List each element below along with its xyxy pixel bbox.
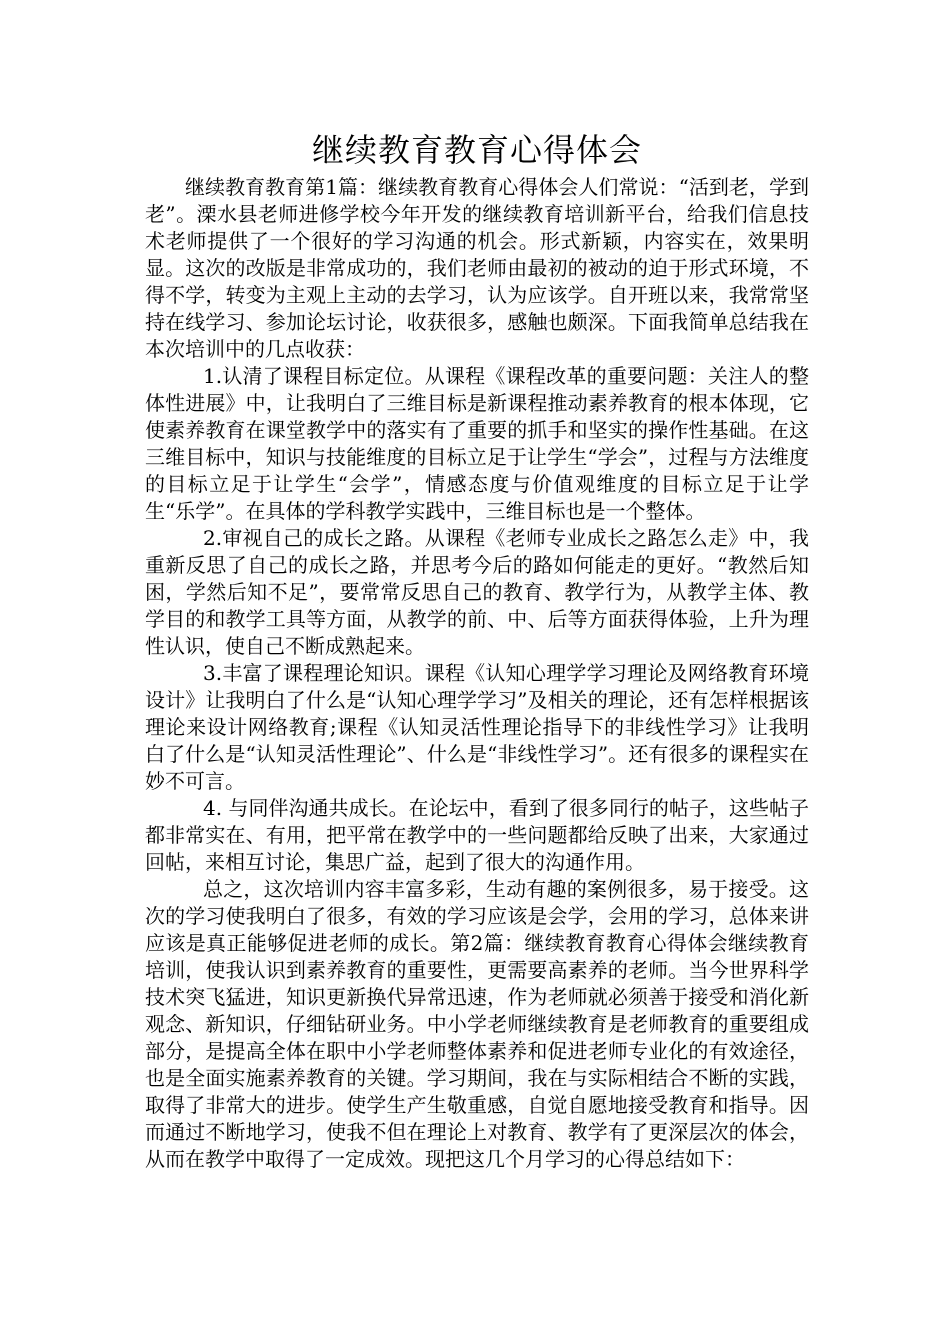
document-page bbox=[145, 128, 809, 1173]
paragraph-point-2: 2.审视自己的成长之路。从课程《老师专业成长之路怎么走》中，我重新反思了自己的成长之路，并思考今后的路如何能走的更好。“教然后知困，学然后知不足”，要常常反思自己的教育、教学行为，从教学主体、教学目的和教学工具等方面，从教学的前、中、后等方面获得体验，上升为理性认识，使自己不断成熟起来。 bbox=[145, 526, 809, 658]
paragraph-intro: 继续教育教育第1篇：继续教育教育心得体会人们常说：“活到老，学到老”。溧水县老师进修学校今年开发的继续教育培训新平台，给我们信息技术老师提供了一个很好的学习沟通的机会。形式新颖，内容实在，效果明显。这次的改版是非常成功的，我们老师由最初的被动的迫于形式环境，不得不学，转变为主观上主动的去学习，认为应该学。自开班以来，我常常坚持在线学习、参加论坛讨论，收获很多，感触也颇深。下面我简单总结我在本次培训中的几点收获： bbox=[145, 175, 809, 361]
paragraph-point-1: 1.认清了课程目标定位。从课程《课程改革的重要问题：关注人的整体性进展》中，让我明白了三维目标是新课程推动素养教育的根本体现，它使素养教育在课堂教学中的落实有了重要的抓手和坚实的操作性基础。在这三维目标中，知识与技能维度的目标立足于让学生“学会”，过程与方法维度的目标立足于让学生“会学”，情感态度与价值观维度的目标立足于让学生“乐学”。在具体的学科教学实践中，三维目标也是一个整体。 bbox=[145, 364, 809, 523]
paragraph-summary: 总之，这次培训内容丰富多彩，生动有趣的案例很多，易于接受。这次的学习使我明白了很多，有效的学习应该是会学，会用的学习，总体来讲应该是真正能够促进老师的成长。第2篇：继续教育教育心得体会继续教育培训，使我认识到素养教育的重要性，更需要高素养的老师。当今世界科学技术突飞猛进，知识更新换代异常迅速，作为老师就必须善于接受和消化新观念、新知识，仔细钻研业务。中小学老师继续教育是老师教育的重要组成部分，是提高全体在职中小学老师整体素养和促进老师专业化的有效途径，也是全面实施素养教育的关键。学习期间，我在与实际相结合不断的实践，取得了非常大的进步。使学生产生敬重感，自觉自愿地接受教育和指导。因而通过不断地学习，使我不但在理论上对教育、教学有了更深层次的体会，从而在教学中取得了一定成效。现把这几个月学习的心得总结如下： bbox=[145, 877, 809, 1171]
paragraph-point-4: 4. 与同伴沟通共成长。在论坛中，看到了很多同行的帖子，这些帖子都非常实在、有用，把平常在教学中的一些问题都给反映了出来，大家通过回帖，来相互讨论，集思广益，起到了很大的沟通作用。 bbox=[145, 796, 809, 874]
paragraph-point-3: 3.丰富了课程理论知识。课程《认知心理学学习理论及网络教育环境设计》让我明白了什么是“认知心理学学习”及相关的理论，还有怎样根据该理论来设计网络教育;课程《认知灵活性理论指导下的非线性学习》让我明白了什么是“认知灵活性理论”、什么是“非线性学习”。还有很多的课程实在妙不可言。 bbox=[145, 661, 809, 793]
document-title: 继续教育教育心得体会 bbox=[311, 131, 642, 169]
